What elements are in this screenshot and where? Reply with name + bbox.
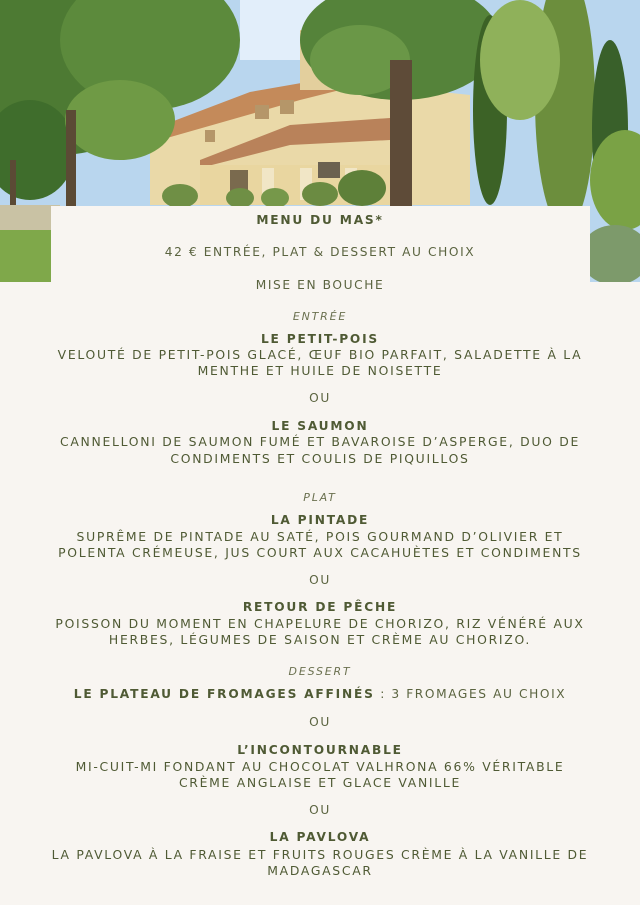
dish-name: LE PLATEAU DE FROMAGES AFFINÉS: [73, 687, 375, 701]
section-heading-plat: PLAT: [303, 491, 337, 504]
dish-inline-description: : 3 FROMAGES AU CHOIX: [374, 687, 567, 701]
amuse-bouche: MISE EN BOUCHE: [255, 278, 385, 292]
dish-description: CRÈME ANGLAISE ET GLACE VANILLE: [178, 775, 462, 790]
dish-description: POLENTA CRÉMEUSE, JUS COURT AUX CACAHUÈTES ET CONDIMENTS: [58, 545, 582, 560]
dish-description: SUPRÊME DE PINTADE AU SATÉ, POIS GOURMAND D’OLIVIER ET: [76, 529, 564, 544]
dish-name: LE SAUMON: [271, 419, 369, 433]
dish-name: RETOUR DE PÊCHE: [242, 600, 398, 614]
dish-description: CONDIMENTS ET COULIS DE PIQUILLOS: [170, 451, 470, 466]
dish-description: POISSON DU MOMENT EN CHAPELURE DE CHORIZO, RIZ VÉNÉRÉ AUX: [55, 616, 585, 631]
dish-name: L’INCONTOURNABLE: [237, 743, 403, 757]
dish-name: LA PINTADE: [270, 513, 370, 527]
or-separator: OU: [309, 391, 331, 405]
or-separator: OU: [309, 715, 331, 729]
section-heading-entree: ENTRÉE: [292, 310, 348, 323]
cheese-line: [0, 687, 640, 701]
dish-description: VELOUTÉ DE PETIT-POIS GLACÉ, ŒUF BIO PARFAIT, SALADETTE À LA: [57, 347, 583, 362]
or-separator: OU: [309, 573, 331, 587]
dish-description: HERBES, LÉGUMES DE SAISON ET CRÈME AU CHORIZO.: [108, 632, 532, 647]
dish-description: MADAGASCAR: [267, 863, 373, 878]
dish-description: MI-CUIT-MI FONDANT AU CHOCOLAT VALHRONA 66% VÉRITABLE: [75, 759, 565, 774]
dish-name: LA PAVLOVA: [269, 830, 371, 844]
price-line: 42 € ENTRÉE, PLAT & DESSERT AU CHOIX: [164, 245, 476, 259]
dish-name: LE PETIT-POIS: [260, 332, 380, 346]
menu-title: MENU DU MAS*: [256, 213, 384, 227]
dish-description: LA PAVLOVA À LA FRAISE ET FRUITS ROUGES CRÈME À LA VANILLE DE: [51, 847, 589, 862]
dish-description: MENTHE ET HUILE DE NOISETTE: [197, 363, 443, 378]
or-separator: OU: [309, 803, 331, 817]
dish-description: CANNELLONI DE SAUMON FUMÉ ET BAVAROISE D’ASPERGE, DUO DE: [60, 434, 580, 449]
section-heading-dessert: DESSERT: [288, 665, 352, 678]
